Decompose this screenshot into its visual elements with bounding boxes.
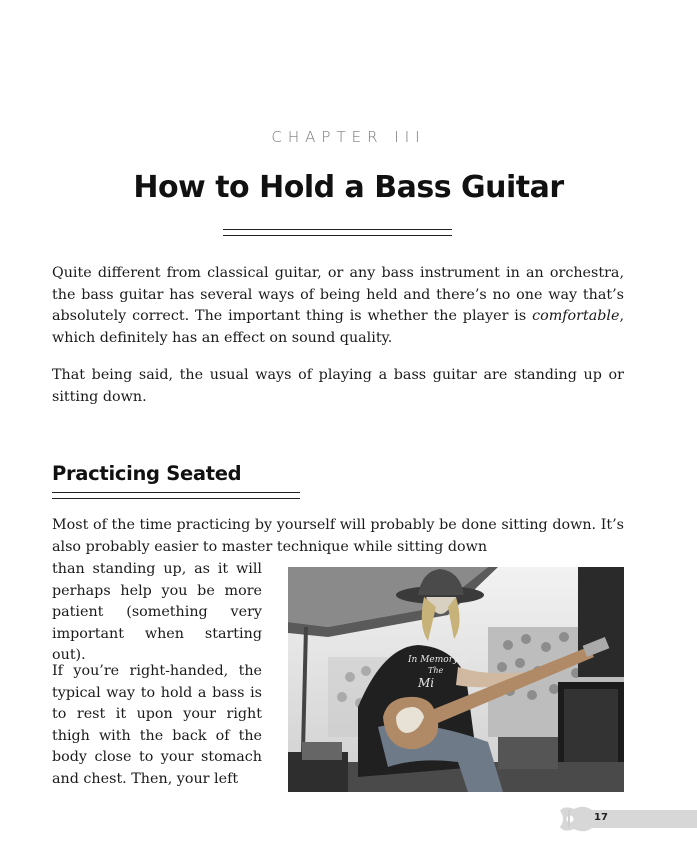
shirt-text-1: In Memory of <box>408 655 470 665</box>
intro-paragraph-2: That being said, the usual ways of playing a bass guitar are standing up or sitting down. <box>52 367 624 405</box>
section-paragraph-3: If you’re right-handed, the typical way to hold a bass is to rest it upon your right thigh with the back of the body close to your stomach and chest. Then, your left <box>52 663 262 787</box>
chapter-label: CHAPTER III <box>271 128 426 146</box>
title-divider <box>223 229 452 236</box>
intro-paragraph-1 <box>52 263 624 349</box>
bassist-photo <box>288 567 624 792</box>
emphasis-comfortable: comfortable <box>532 308 620 324</box>
guitar-headstock-icon <box>560 801 697 837</box>
shirt-text-3: Mi <box>418 676 435 690</box>
chapter-title: How to Hold a Bass Guitar <box>133 170 564 205</box>
page-number: 17 <box>594 812 608 823</box>
shirt-text-2: The <box>428 666 444 675</box>
intro-text-end: , which definitely has an effect on sound quality. <box>52 308 624 346</box>
section-paragraph-1: Most of the time practicing by yourself will probably be done sitting down. It’s also probably easier to master technique while sitting down <box>52 517 624 555</box>
section-paragraph-2: than standing up, as it will perhaps help you be more patient (something very important when starting out). <box>52 561 262 663</box>
intro-text-start: Quite different from classical guitar, or any bass instrument in an orchestra, the bass guitar has several ways of being held and there’s no one way that’s absolutely correct. The important thing is whether the player is <box>52 265 624 324</box>
section-heading: Practicing Seated <box>52 462 242 485</box>
section-divider <box>52 492 300 499</box>
page-tab <box>560 801 697 837</box>
